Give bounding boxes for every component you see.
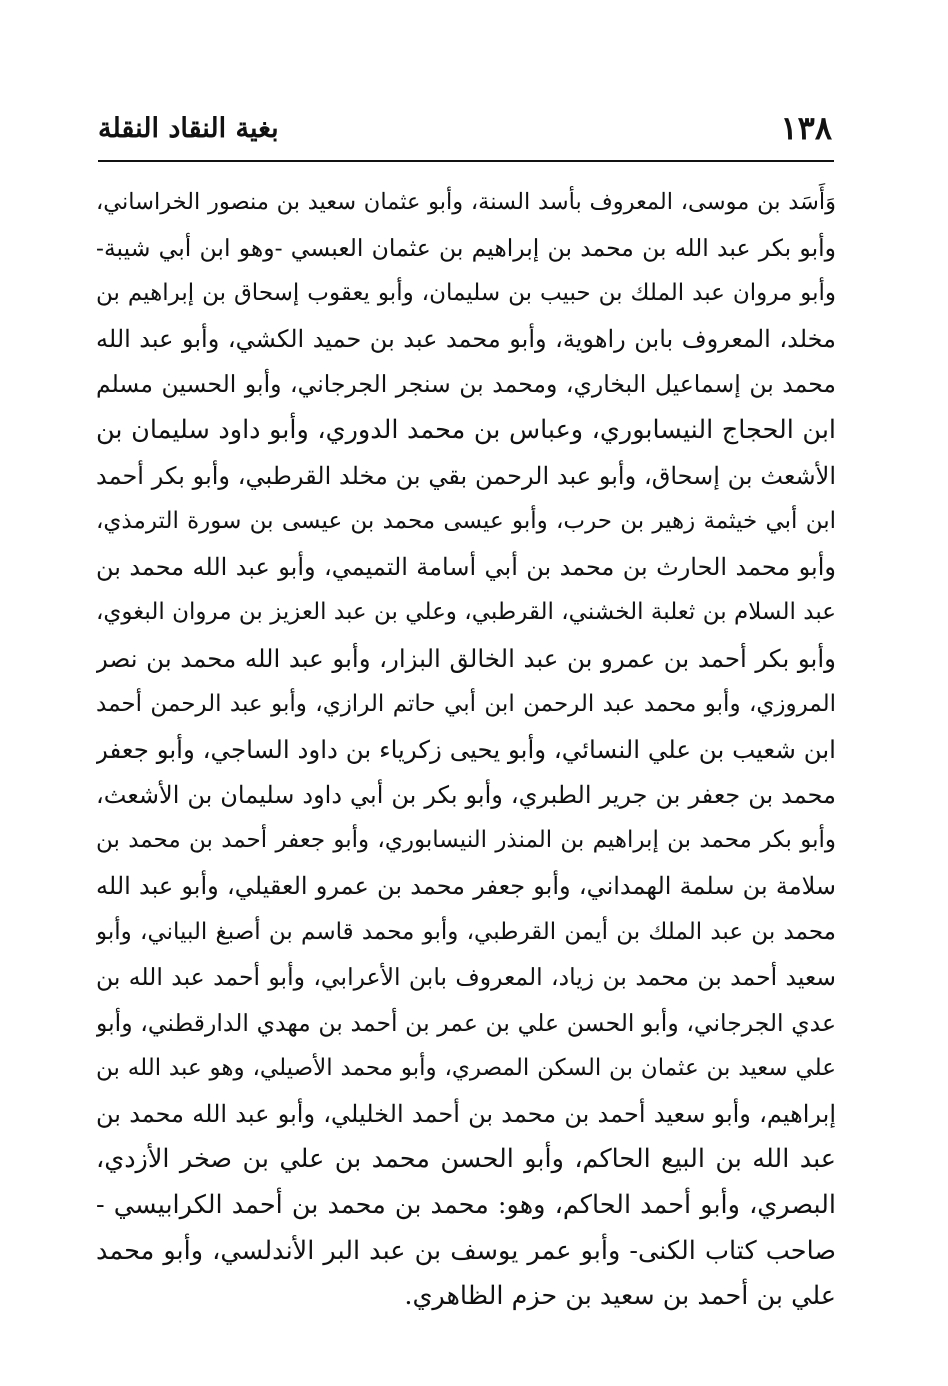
text-line: إبراهيم، وأبو سعيد أحمد بن محمد بن أحمد الخليلي، وأبو عبد الله محمد بن [96,1099,836,1128]
text-line: عبد الله بن البيع الحاكم، وأبو الحسن محمد بن علي بن صخر الأزدي، [96,1144,836,1175]
text-line: سعيد أحمد بن محمد بن زياد، المعروف بابن الأعرابي، وأبو أحمد عبد الله بن [96,963,836,992]
text-line: مخلد، المعروف بابن راهوية، وأبو محمد عبد بن حميد الكشي، وأبو عبد الله [96,324,836,353]
text-line: وأبو بكر عبد الله بن محمد بن إبراهيم بن عثمان العبسي -وهو ابن أبي شيبة- [96,233,836,262]
text-line: محمد بن جعفر بن جرير الطبري، وأبو بكر بن أبي داود سليمان بن الأشعث، [96,780,836,809]
text-line: ابن شعيب بن علي النسائي، وأبو يحيى زكرياء بن داود الساجي، وأبو جعفر [96,735,836,765]
text-line: الأشعث بن إسحاق، وأبو عبد الرحمن بقي بن مخلد القرطبي، وأبو بكر أحمد [96,461,836,490]
text-line: سلامة بن سلمة الهمداني، وأبو جعفر محمد بن عمرو العقيلي، وأبو عبد الله [96,871,836,900]
text-line: ابن الحجاج النيسابوري، وعباس بن محمد الدوري، وأبو داود سليمان بن [96,414,836,445]
text-line: عدي الجرجاني، وأبو الحسن علي بن عمر بن أحمد بن مهدي الدارقطني، وأبو [96,1008,836,1037]
page-number: ١٣٨ [780,109,832,147]
page-header [98,104,832,152]
text-line: ابن أبي خيثمة زهير بن حرب، وأبو عيسى محمد بن عيسى بن سورة الترمذي، [96,508,836,535]
text-line: محمد بن عبد الملك بن أيمن القرطبي، وأبو محمد قاسم بن أصبغ البياني، وأبو [96,918,836,945]
text-line: وأبو بكر أحمد بن عمرو بن عبد الخالق البزار، وأبو عبد الله محمد بن نصر [96,643,836,673]
text-line: وأبو محمد الحارث بن محمد بن أبي أسامة التميمي، وأبو عبد الله محمد بن [96,552,836,581]
text-line: وَأَسَد بن موسى، المعروف بأسد السنة، وأبو عثمان سعيد بن منصور الخراساني، [96,189,836,215]
text-line: علي بن أحمد بن سعيد بن حزم الظاهري. [404,1281,836,1312]
text-line: وأبو مروان عبد الملك بن حبيب بن سليمان، وأبو يعقوب إسحاق بن إبراهيم بن [96,280,836,307]
text-line: المروزي، وأبو محمد عبد الرحمن ابن أبي حاتم الرازي، وأبو عبد الرحمن أحمد [96,690,836,717]
header-divider [98,160,834,162]
text-line: صاحب كتاب الكنى- وأبو عمر يوسف بن عبد البر الأندلسي، وأبو محمد [96,1235,836,1266]
text-line: عبد السلام بن ثعلبة الخشني، القرطبي، وعلي بن عبد العزيز بن مروان البغوي، [96,599,836,626]
running-title: بغية النقاد النقلة [98,112,279,144]
text-line: البصري، وأبو أحمد الحاكم، وهو: محمد بن محمد بن أحمد الكرابيسي - [96,1190,836,1221]
text-line: وأبو بكر محمد بن إبراهيم بن المنذر النيسابوري، وأبو جعفر أحمد بن محمد بن [96,827,836,854]
text-line: علي سعيد بن عثمان بن السكن المصري، وأبو محمد الأصيلي، وهو عبد الله بن [96,1055,836,1082]
text-line: محمد بن إسماعيل البخاري، ومحمد بن سنجر الجرجاني، وأبو الحسين مسلم [96,370,836,399]
body-text [96,180,836,1320]
